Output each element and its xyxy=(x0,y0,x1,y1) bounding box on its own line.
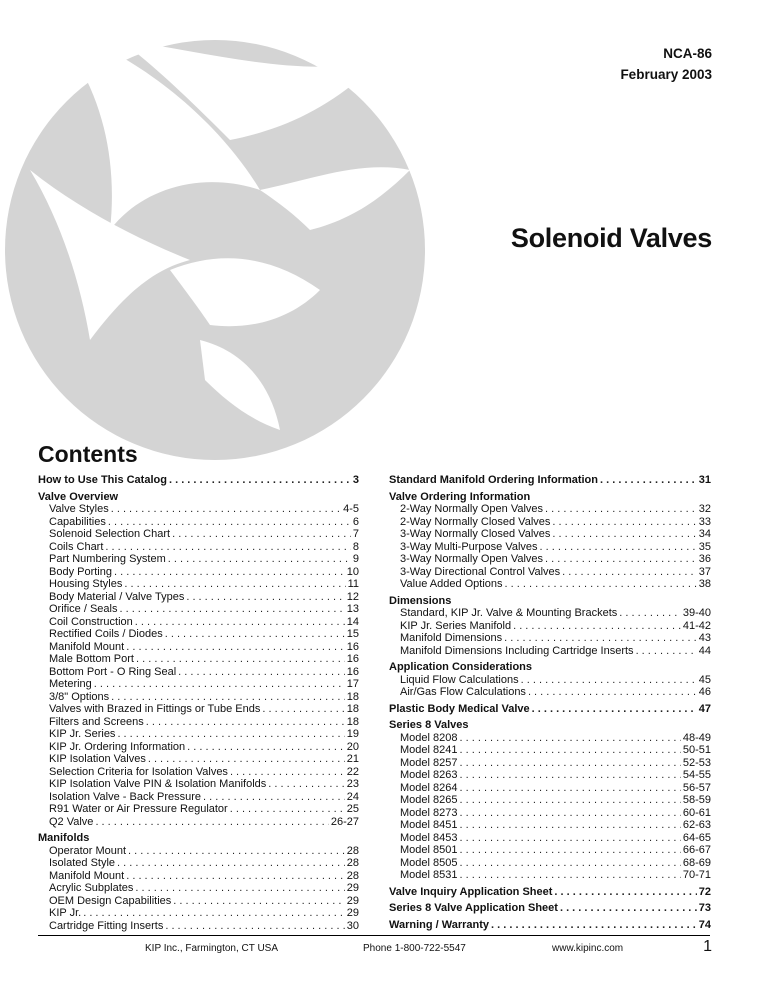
toc-entry[interactable] xyxy=(38,641,359,654)
toc-leader-dots xyxy=(460,732,681,745)
toc-leader-dots xyxy=(460,757,681,770)
toc-entry[interactable] xyxy=(38,907,359,920)
toc-leader-dots xyxy=(124,578,345,591)
toc-entry[interactable] xyxy=(38,816,359,829)
page-number: 1 xyxy=(703,938,712,955)
toc-entry-page: 16 xyxy=(346,653,359,665)
toc-entry-page: 16 xyxy=(346,665,359,678)
toc-entry-page: 31 xyxy=(698,474,711,486)
toc-entry-page: 43 xyxy=(698,632,711,644)
toc-leader-dots xyxy=(262,703,344,716)
toc-entry[interactable] xyxy=(38,503,359,516)
toc-entry-label: OEM Design Capabilities xyxy=(49,894,172,907)
toc-entry[interactable] xyxy=(389,769,711,782)
toc-entry[interactable] xyxy=(389,832,711,845)
toc-leader-dots xyxy=(491,919,697,932)
toc-entry-label: Model 8453 xyxy=(400,831,458,844)
toc-leader-dots xyxy=(600,474,697,487)
toc-entry-label: Operator Mount xyxy=(49,844,127,857)
toc-section-heading xyxy=(389,661,711,674)
toc-leader-dots xyxy=(165,920,344,933)
toc-entry[interactable] xyxy=(38,845,359,858)
toc-entry-label: Metering xyxy=(49,678,92,690)
toc-entry-label: Filters and Screens xyxy=(49,715,144,728)
toc-entry-page: 11 xyxy=(347,578,359,590)
toc-entry-page: 29 xyxy=(346,894,359,907)
toc-entry-label: Model 8257 xyxy=(400,756,458,769)
toc-entry-page: 30 xyxy=(346,919,359,932)
toc-entry-page: 73 xyxy=(698,902,711,914)
toc-entry-page: 19 xyxy=(346,728,359,740)
toc-entry-label: Part Numbering System xyxy=(49,553,166,565)
toc-entry-page: 7 xyxy=(352,528,359,540)
toc-leader-dots xyxy=(505,578,697,591)
toc-entry-label: Series 8 Valve Application Sheet xyxy=(389,902,558,914)
toc-entry[interactable] xyxy=(38,791,359,804)
toc-leader-dots xyxy=(173,895,344,908)
toc-leader-dots xyxy=(105,541,350,554)
toc-entry[interactable] xyxy=(389,686,711,699)
toc-leader-dots xyxy=(460,869,681,882)
toc-entry[interactable] xyxy=(38,716,359,729)
toc-entry-label: Valves with Brazed in Fittings or Tube Ends xyxy=(49,703,261,715)
toc-entry-page: 48-49 xyxy=(682,731,711,744)
toc-entry-page: 3 xyxy=(352,474,359,486)
toc-entry-label: Model 8264 xyxy=(400,781,458,794)
toc-leader-dots xyxy=(460,807,681,820)
toc-entry-page: 68-69 xyxy=(682,856,711,869)
toc-entry-page: 60-61 xyxy=(682,806,711,819)
toc-entry[interactable] xyxy=(389,620,711,633)
toc-entry-label: Cartridge Fitting Inserts xyxy=(49,919,164,932)
toc-leader-dots xyxy=(135,616,345,629)
toc-entry[interactable] xyxy=(389,732,711,745)
toc-entry-page: 33 xyxy=(698,515,711,528)
toc-entry[interactable] xyxy=(389,632,711,645)
toc-entry-label: KIP Jr. Ordering Information xyxy=(49,740,186,753)
toc-entry[interactable] xyxy=(38,920,359,933)
toc-entry[interactable] xyxy=(38,766,359,779)
toc-entry-page: 26-27 xyxy=(330,815,359,828)
toc-entry-label: Air/Gas Flow Calculations xyxy=(400,686,526,698)
toc-entry-page: 35 xyxy=(698,540,711,553)
toc-section-heading xyxy=(38,832,359,845)
toc-entry-page: 25 xyxy=(346,803,359,815)
toc-entry[interactable] xyxy=(389,474,711,487)
toc-entry[interactable] xyxy=(389,566,711,579)
toc-entry-page: 14 xyxy=(346,615,359,628)
toc-entry[interactable] xyxy=(38,728,359,741)
toc-entry[interactable] xyxy=(389,503,711,516)
toc-entry-page: 37 xyxy=(698,565,711,578)
toc-entry[interactable] xyxy=(389,578,711,591)
toc-leader-dots xyxy=(203,791,345,804)
toc-entry-page: 52-53 xyxy=(682,756,711,769)
toc-entry-label: Plastic Body Medical Valve xyxy=(389,702,530,715)
toc-entry-page: 70-71 xyxy=(682,869,711,881)
toc-entry[interactable] xyxy=(38,870,359,883)
toc-entry-label: Body Material / Valve Types xyxy=(49,590,185,603)
toc-leader-dots xyxy=(187,741,345,754)
toc-entry-label: Valve Inquiry Application Sheet xyxy=(389,885,553,898)
toc-leader-dots xyxy=(460,857,681,870)
toc-entry-page: 18 xyxy=(346,703,359,715)
toc-entry-page: 64-65 xyxy=(682,831,711,844)
toc-entry[interactable] xyxy=(389,844,711,857)
toc-entry-page: 4-5 xyxy=(343,503,359,515)
toc-entry-page: 44 xyxy=(698,644,711,657)
toc-entry-page: 16 xyxy=(346,640,359,653)
toc-leader-dots xyxy=(165,628,345,641)
toc-entry[interactable] xyxy=(38,882,359,895)
toc-entry-label: 3-Way Directional Control Valves xyxy=(400,565,561,578)
toc-entry-page: 13 xyxy=(346,603,359,615)
toc-entry[interactable] xyxy=(38,541,359,554)
toc-entry-page: 45 xyxy=(698,673,711,686)
toc-entry[interactable] xyxy=(38,666,359,679)
document-header xyxy=(620,43,712,85)
toc-entry[interactable] xyxy=(389,674,711,687)
toc-leader-dots xyxy=(636,645,697,658)
toc-entry-page: 12 xyxy=(346,590,359,603)
toc-leader-dots xyxy=(560,902,697,915)
toc-entry-page: 72 xyxy=(698,885,711,898)
toc-entry[interactable] xyxy=(38,753,359,766)
toc-leader-dots xyxy=(521,674,697,687)
toc-entry-label: Valve Ordering Information xyxy=(389,490,531,503)
toc-leader-dots xyxy=(83,907,345,920)
toc-entry-label: Model 8451 xyxy=(400,819,458,831)
toc-entry-page: 21 xyxy=(346,753,359,765)
toc-leader-dots xyxy=(528,686,697,699)
toc-entry-label: KIP Jr. Series xyxy=(49,728,116,740)
toc-entry-page: 6 xyxy=(352,515,359,528)
toc-entry-page: 58-59 xyxy=(682,794,711,806)
toc-entry-label: Q2 Valve xyxy=(49,815,94,828)
toc-entry-label: Capabilities xyxy=(49,515,106,528)
toc-entry[interactable] xyxy=(38,566,359,579)
toc-entry-label: 2-Way Normally Closed Valves xyxy=(400,515,551,528)
toc-leader-dots xyxy=(460,844,681,857)
toc-entry[interactable] xyxy=(38,616,359,629)
toc-entry-label: Valve Styles xyxy=(49,503,109,515)
toc-entry[interactable] xyxy=(38,591,359,604)
toc-leader-dots xyxy=(545,503,697,516)
toc-entry-page: 23 xyxy=(346,778,359,790)
toc-entry[interactable] xyxy=(389,757,711,770)
toc-leader-dots xyxy=(146,716,345,729)
toc-entry-label: Selection Criteria for Isolation Valves xyxy=(49,765,228,778)
toc-entry-label: Model 8263 xyxy=(400,769,458,781)
toc-entry-label: Model 8501 xyxy=(400,844,458,856)
toc-entry-page: 62-63 xyxy=(682,819,711,831)
toc-entry[interactable] xyxy=(389,744,711,757)
toc-entry-label: Value Added Options xyxy=(400,578,503,590)
toc-entry-label: Dimensions xyxy=(389,594,452,607)
toc-entry-label: Acrylic Subplates xyxy=(49,882,134,894)
toc-entry-page: 34 xyxy=(698,528,711,540)
document-number: NCA-86 xyxy=(663,46,712,61)
toc-entry-label: Housing Styles xyxy=(49,578,123,590)
toc-entry[interactable] xyxy=(389,869,711,882)
toc-entry-label: Manifold Dimensions Including Cartridge Inserts xyxy=(400,644,634,657)
footer-website: www.kipinc.com xyxy=(552,943,624,954)
toc-entry-page: 47 xyxy=(698,702,711,715)
toc-entry-label: Isolated Style xyxy=(49,857,116,869)
toc-leader-dots xyxy=(135,882,344,895)
toc-leader-dots xyxy=(552,516,696,529)
toc-entry[interactable] xyxy=(38,628,359,641)
toc-entry-label: Model 8265 xyxy=(400,794,458,806)
toc-leader-dots xyxy=(540,541,697,554)
toc-entry-page: 15 xyxy=(346,628,359,640)
toc-entry-label: Coil Construction xyxy=(49,615,133,628)
toc-entry-label: Coils Chart xyxy=(49,540,104,553)
toc-leader-dots xyxy=(95,816,328,829)
toc-leader-dots xyxy=(111,503,341,516)
toc-leader-dots xyxy=(460,782,681,795)
toc-entry-label: Male Bottom Port xyxy=(49,653,134,665)
toc-leader-dots xyxy=(108,516,351,529)
toc-leader-dots xyxy=(126,641,345,654)
toc-entry-label: 3-Way Normally Closed Valves xyxy=(400,528,551,540)
toc-entry-label: KIP Isolation Valve PIN & Isolation Manifolds xyxy=(49,778,267,790)
toc-entry-label: Manifolds xyxy=(38,832,90,844)
page-title: Solenoid Valves xyxy=(510,223,712,253)
toc-entry-label: R91 Water or Air Pressure Regulator xyxy=(49,803,228,815)
toc-entry-page: 18 xyxy=(346,715,359,728)
toc-entry-label: Manifold Dimensions xyxy=(400,632,503,644)
toc-entry-page: 74 xyxy=(698,918,711,931)
toc-leader-dots xyxy=(178,666,345,679)
toc-section-heading xyxy=(38,491,359,504)
toc-entry[interactable] xyxy=(389,857,711,870)
toc-entry-page: 10 xyxy=(346,565,359,578)
toc-entry-label: Model 8505 xyxy=(400,856,458,869)
toc-entry[interactable] xyxy=(389,703,711,716)
toc-entry-label: Rectified Coils / Diodes xyxy=(49,628,163,640)
toc-leader-dots xyxy=(513,620,681,633)
toc-entry[interactable] xyxy=(38,578,359,591)
toc-leader-dots xyxy=(460,769,681,782)
toc-entry-page: 32 xyxy=(698,503,711,515)
toc-entry-label: Model 8531 xyxy=(400,869,458,881)
toc-entry-label: KIP Jr. Series Manifold xyxy=(400,619,512,632)
toc-leader-dots xyxy=(554,886,696,899)
toc-entry[interactable] xyxy=(38,857,359,870)
toc-entry[interactable] xyxy=(38,528,359,541)
toc-entry-page: 9 xyxy=(352,553,359,565)
toc-leader-dots xyxy=(460,744,681,757)
toc-entry-label: Body Porting xyxy=(49,565,112,578)
toc-entry-label: Warning / Warranty xyxy=(389,918,490,931)
toc-entry[interactable] xyxy=(389,528,711,541)
toc-leader-dots xyxy=(172,528,351,541)
toc-entry-page: 29 xyxy=(346,907,359,919)
toc-leader-dots xyxy=(460,832,681,845)
footer-divider xyxy=(38,935,710,936)
toc-entry-label: Liquid Flow Calculations xyxy=(400,673,519,686)
toc-entry-label: KIP Isolation Valves xyxy=(49,753,146,765)
toc-entry[interactable] xyxy=(38,653,359,666)
toc-entry-page: 41-42 xyxy=(682,619,711,632)
toc-entry-label: Model 8241 xyxy=(400,744,458,756)
toc-leader-dots xyxy=(117,728,344,741)
toc-entry[interactable] xyxy=(389,782,711,795)
toc-entry-page: 29 xyxy=(346,882,359,894)
kip-logo-watermark xyxy=(0,20,430,460)
toc-entry-page: 20 xyxy=(346,740,359,753)
toc-leader-dots xyxy=(119,603,344,616)
toc-leader-dots xyxy=(532,703,697,716)
toc-right-column xyxy=(389,474,711,931)
footer-phone: Phone 1-800-722-5547 xyxy=(363,943,466,954)
toc-entry[interactable] xyxy=(38,553,359,566)
toc-entry-page: 8 xyxy=(352,540,359,553)
toc-entry-page: 46 xyxy=(698,686,711,698)
toc-leader-dots xyxy=(552,528,696,541)
toc-entry-page: 18 xyxy=(346,690,359,703)
toc-entry-page: 28 xyxy=(346,857,359,869)
toc-entry-page: 56-57 xyxy=(682,781,711,794)
toc-entry-label: KIP Jr. xyxy=(49,907,82,919)
toc-leader-dots xyxy=(230,803,345,816)
document-date: February 2003 xyxy=(620,67,712,82)
toc-entry-label: Model 8273 xyxy=(400,806,458,819)
toc-leader-dots xyxy=(619,607,681,620)
toc-entry-label: Bottom Port - O Ring Seal xyxy=(49,665,177,678)
toc-entry-label: Isolation Valve - Back Pressure xyxy=(49,790,202,803)
toc-entry[interactable] xyxy=(38,803,359,816)
toc-entry-page: 66-67 xyxy=(682,844,711,856)
toc-entry-page: 17 xyxy=(346,678,359,690)
toc-entry[interactable] xyxy=(38,474,359,487)
toc-left-column xyxy=(38,474,359,932)
toc-leader-dots xyxy=(460,794,681,807)
contents-heading: Contents xyxy=(38,441,138,467)
toc-entry[interactable] xyxy=(389,919,711,932)
toc-leader-dots xyxy=(94,678,345,691)
toc-entry[interactable] xyxy=(389,807,711,820)
toc-leader-dots xyxy=(114,566,345,579)
toc-entry[interactable] xyxy=(389,607,711,620)
toc-entry-label: Orifice / Seals xyxy=(49,603,118,615)
toc-entry-label: Standard, KIP Jr. Valve & Mounting Brackets xyxy=(400,607,618,619)
toc-leader-dots xyxy=(168,553,351,566)
toc-entry[interactable] xyxy=(389,645,711,658)
toc-entry-page: 28 xyxy=(346,869,359,882)
toc-entry-label: Model 8208 xyxy=(400,731,458,744)
toc-leader-dots xyxy=(186,591,344,604)
toc-entry-label: Application Considerations xyxy=(389,661,533,673)
toc-leader-dots xyxy=(128,845,345,858)
toc-entry[interactable] xyxy=(389,886,711,899)
toc-entry-page: 28 xyxy=(346,844,359,857)
toc-entry-page: 39-40 xyxy=(682,607,711,619)
toc-leader-dots xyxy=(136,653,345,666)
toc-entry-page: 50-51 xyxy=(682,744,711,756)
toc-entry-label: 3-Way Multi-Purpose Valves xyxy=(400,540,538,553)
toc-entry[interactable] xyxy=(389,541,711,554)
toc-entry-label: 2-Way Normally Open Valves xyxy=(400,503,544,515)
toc-entry-page: 22 xyxy=(346,765,359,778)
toc-leader-dots xyxy=(117,857,345,870)
toc-entry[interactable] xyxy=(38,516,359,529)
toc-leader-dots xyxy=(230,766,345,779)
toc-entry-label: Manifold Mount xyxy=(49,640,125,653)
toc-section-heading xyxy=(389,719,711,732)
toc-leader-dots xyxy=(268,778,344,791)
toc-entry[interactable] xyxy=(38,895,359,908)
toc-leader-dots xyxy=(126,870,345,883)
toc-entry[interactable] xyxy=(389,516,711,529)
toc-section-heading xyxy=(389,595,711,608)
toc-entry-label: Manifold Mount xyxy=(49,869,125,882)
toc-entry[interactable] xyxy=(38,741,359,754)
toc-entry-page: 54-55 xyxy=(682,769,711,781)
toc-leader-dots xyxy=(504,632,697,645)
toc-entry[interactable] xyxy=(38,691,359,704)
toc-leader-dots xyxy=(460,819,681,832)
toc-entry[interactable] xyxy=(38,778,359,791)
toc-entry-label: Series 8 Valves xyxy=(389,719,469,731)
toc-entry-page: 38 xyxy=(698,578,711,590)
toc-leader-dots xyxy=(111,691,345,704)
toc-leader-dots xyxy=(148,753,345,766)
toc-entry[interactable] xyxy=(389,902,711,915)
toc-entry[interactable] xyxy=(38,703,359,716)
toc-entry[interactable] xyxy=(389,794,711,807)
toc-entry-label: How to Use This Catalog xyxy=(38,474,167,486)
toc-entry[interactable] xyxy=(389,819,711,832)
toc-leader-dots xyxy=(545,553,697,566)
toc-entry[interactable] xyxy=(389,553,711,566)
toc-entry-label: 3/8" Options xyxy=(49,690,110,703)
toc-entry-page: 24 xyxy=(346,790,359,803)
footer-company: KIP Inc., Farmington, CT USA xyxy=(145,943,279,954)
toc-entry-label: Standard Manifold Ordering Information xyxy=(389,474,598,486)
toc-entry-page: 36 xyxy=(698,553,711,565)
toc-section-heading xyxy=(389,491,711,504)
toc-leader-dots xyxy=(562,566,697,579)
toc-entry[interactable] xyxy=(38,678,359,691)
toc-leader-dots xyxy=(169,474,351,487)
toc-entry-label: Solenoid Selection Chart xyxy=(49,528,171,540)
toc-entry-label: Valve Overview xyxy=(38,490,119,503)
toc-entry[interactable] xyxy=(38,603,359,616)
toc-entry-label: 3-Way Normally Open Valves xyxy=(400,553,544,565)
